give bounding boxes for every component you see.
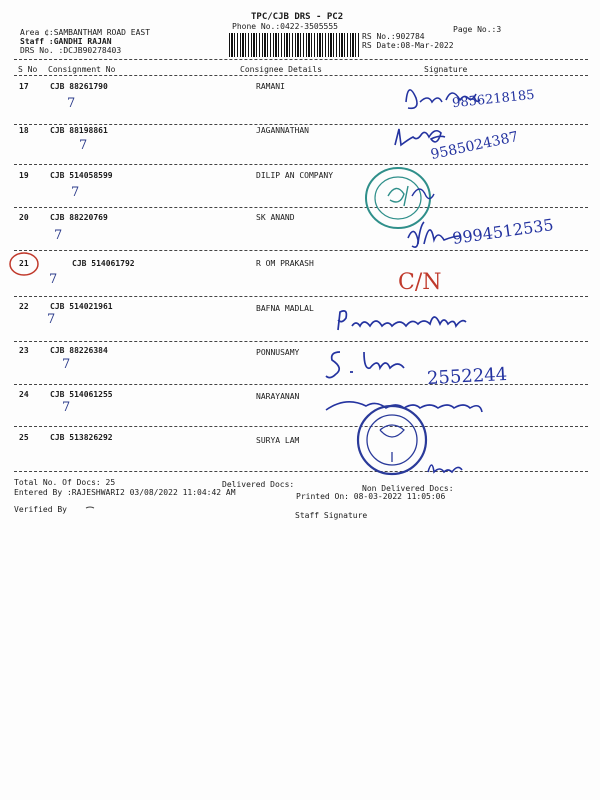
row-consignee: JAGANNATHAN xyxy=(256,126,309,135)
staff-label: Staff :GANDHI RAJAN xyxy=(20,37,112,46)
row-consignee: BAFNA MADLAL xyxy=(256,304,314,313)
row-consignment: CJB 514061792 xyxy=(72,259,135,268)
row-sno: 24 xyxy=(19,390,29,399)
row-sno: 21 xyxy=(19,259,29,268)
row-sno: 19 xyxy=(19,171,29,180)
non-delivered-docs: Non Delivered Docs: xyxy=(362,484,454,493)
row-sno: 25 xyxy=(19,433,29,442)
handwritten-phone: 9856218185 xyxy=(451,87,536,112)
row-consignee: RAMANI xyxy=(256,82,285,91)
handwritten-note: C/N xyxy=(398,270,442,295)
tick-mark: 7 xyxy=(62,400,71,415)
stamp-surya-laminates xyxy=(358,406,426,474)
red-circle-mark xyxy=(10,253,38,275)
row-consignee: R OM PRAKASH xyxy=(256,259,314,268)
staff-signature: Staff Signature xyxy=(295,511,368,520)
row-consignment: CJB 514061255 xyxy=(50,390,113,399)
printed-on: Printed On: 08-03-2022 11:05:06 xyxy=(296,492,446,501)
handwritten-phone: 9994512535 xyxy=(451,215,555,248)
tick-mark: 7 xyxy=(71,185,80,200)
row-consignment: CJB 88220769 xyxy=(50,213,108,222)
row-consignee: PONNUSAMY xyxy=(256,348,300,357)
total-docs: Total No. Of Docs: 25 xyxy=(14,478,116,487)
drs-number: DRS No. :DCJB90278403 xyxy=(20,46,122,55)
row-sno: 22 xyxy=(19,302,29,311)
rs-number: RS No.:902784 xyxy=(362,32,425,41)
stamp-dilip-company xyxy=(366,168,430,228)
row-consignee: SURYA LAM xyxy=(256,436,300,445)
col-signature: Signature xyxy=(424,65,468,74)
tick-mark: 7 xyxy=(79,138,88,153)
phone-number: Phone No.:0422-3505555 xyxy=(232,22,338,31)
delivered-docs: Delivered Docs: xyxy=(222,480,295,489)
tick-mark: 7 xyxy=(49,272,58,287)
row-consignment: CJB 514058599 xyxy=(50,171,113,180)
row-consignment: CJB 88261790 xyxy=(50,82,108,91)
row-consignment: CJB 88226384 xyxy=(50,346,108,355)
signature-row20 xyxy=(408,222,460,247)
row-consignment: CJB 88198861 xyxy=(50,126,108,135)
tick-mark: 7 xyxy=(62,357,71,372)
row-consignee: NARAYANAN xyxy=(256,392,300,401)
verified-by: Verified By xyxy=(14,505,67,514)
col-sno: S No xyxy=(18,65,38,74)
tick-mark: 7 xyxy=(54,228,63,243)
tick-mark: 7 xyxy=(67,96,76,111)
entered-by: Entered By :RAJESHWARI2 03/08/2022 11:04:42 AM xyxy=(14,488,236,497)
signature-row24 xyxy=(326,402,482,412)
row-consignment: CJB 514021961 xyxy=(50,302,113,311)
handwritten-phone: 2552244 xyxy=(426,363,508,390)
verified-by-mark xyxy=(86,507,94,508)
row-sno: 23 xyxy=(19,346,29,355)
center-title: TPC/CJB DRS - PC2 xyxy=(251,12,344,22)
row-consignee: SK ANAND xyxy=(256,213,295,222)
row-sno: 20 xyxy=(19,213,29,222)
row-consignment: CJB 513826292 xyxy=(50,433,113,442)
area-label: Area ¢:SAMBANTHAM ROAD EAST xyxy=(20,28,151,37)
tick-mark: 7 xyxy=(47,312,56,327)
col-consignee: Consignee Details xyxy=(240,65,322,74)
handwritten-phone: 9585024387 xyxy=(429,128,520,164)
rs-date: RS Date:08-Mar-2022 xyxy=(362,41,454,50)
page-number: Page No.:3 xyxy=(453,25,502,34)
row-sno: 17 xyxy=(19,82,29,91)
signature-row18 xyxy=(395,129,445,145)
row-consignee: DILIP AN COMPANY xyxy=(256,171,334,180)
row-sno: 18 xyxy=(19,126,29,135)
col-consignment: Consignment No xyxy=(48,65,116,74)
signature-row22 xyxy=(338,311,466,330)
signature-row25 xyxy=(428,465,462,472)
signature-row23 xyxy=(326,352,404,378)
signature-row17 xyxy=(406,90,480,108)
